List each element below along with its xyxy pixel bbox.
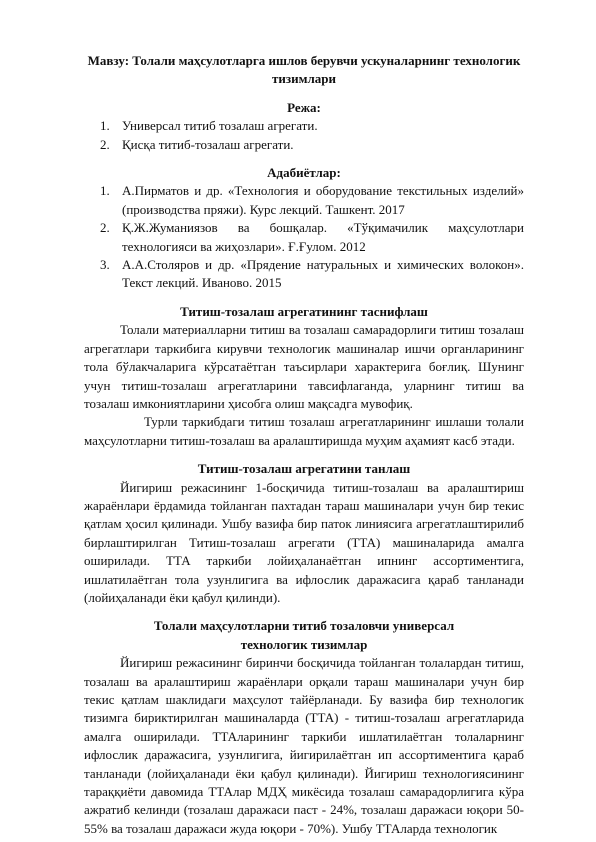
- reference-text: Қ.Ж.Жуманиязов ва бошқалар. «Тўқимачилик маҳсулотлари технологияси ва жиҳозлари». Ғ.Ғулом. 2012: [122, 220, 524, 254]
- plan-list: [84, 117, 524, 154]
- plan-item: [84, 117, 524, 135]
- spacer: [84, 154, 524, 164]
- document-page: [84, 52, 524, 838]
- plan-heading: Режа:: [287, 99, 321, 115]
- section3-heading-line1: Толали маҳсулотларни титиб тозаловчи универсал: [153, 618, 455, 634]
- list-number: 3.: [100, 257, 110, 273]
- section1-paragraph-1: Толали материалларни титиш ва тозалаш самарадорлиги титиш тозалаш агрегатлари таркибига кирувчи технологик машиналар ишчи органларининг тола бўлакчаларига кўрсатаётган таъсирлари характерига боғлиқ. Шунинг учун титиш-тозалаш агрегатларини тавсифлаганда, уларнинг титиш ва тозалаш имкониятларини ҳисобга олиш мақсадга мувофиқ.: [84, 322, 524, 411]
- reference-text: А.А.Столяров и др. «Прядение натуральных и химических волокон». Текст лекций. Иваново. 2015: [122, 257, 524, 291]
- plan-item: [84, 136, 524, 154]
- page-title: Мавзу: Толали маҳсулотларга ишлов берувчи ускуналарнинг технологик тизимлари: [87, 53, 521, 87]
- plan-item-text: Қисқа титиб-тозалаш агрегати.: [122, 136, 294, 152]
- section3-heading-line2: технологик тизимлар: [240, 636, 368, 652]
- plan-item-text: Универсал титиб тозалаш агрегати.: [122, 118, 318, 134]
- reference-item: [84, 256, 524, 293]
- section1-heading: Титиш-тозалаш агрегатининг таснифлаш: [180, 303, 428, 319]
- section1-paragraph-2: Турли таркибдаги титиш тозалаш агрегатларининг ишлаши толали маҳсулотларни титиш-тозалаш ва аралаштиришда муҳим аҳамият касб этади.: [84, 414, 524, 448]
- spacer: [84, 607, 524, 617]
- reference-text: А.Пирматов и др. «Технология и оборудование текстильных изделий» (производства пряжи). Курс лекций. Ташкент. 2017: [122, 183, 524, 217]
- section3-paragraph-1: Йигириш режасининг биринчи босқичида тойланган толалардан титиш, тозалаш ва аралаштириш жараёнлари орқали тараш машиналари учун бир текис қатлам шаклидаги маҳсулот тайёрланади. Бу вазифа бир технологик тизимга бириктирилган машиналарда (ТТА) - титиш-тозалаш агрегатларида амалга оширилади. ТТАларининг таркиби ишлатилаётган толаларнинг ифлослик даражасига, узунлигига, йигирилаётган ип ассортиментига қараб танланади (лойиҳаланади ёки қабул қилинади). Йигириш технологиясининг тараққиёти давомида ТТАлар МДҲ микёсида тозалаш самарадорлигига кўра ажратиб келинди (тозалаш даражаси паст - 24%, тозалаш даражаси юқори 50-55% ва тозалаш даражаси жуда юқори - 70%). Ушбу ТТАларда технологик: [84, 655, 524, 836]
- list-number: 1.: [100, 183, 110, 199]
- reference-item: [84, 219, 524, 256]
- list-number: 2.: [100, 220, 110, 236]
- reference-item: [84, 182, 524, 219]
- spacer: [84, 450, 524, 460]
- list-number: 2.: [100, 136, 110, 152]
- spacer: [84, 293, 524, 303]
- spacer: [84, 89, 524, 99]
- references-heading: Адабиётлар:: [267, 165, 341, 181]
- list-number: 1.: [100, 118, 110, 134]
- section2-paragraph-1: Йигириш режасининг 1-босқичида титиш-тозалаш ва аралаштириш жараёнлари ёрдамида тойланган пахтадан тараш машиналари учун бир текис қатлам ҳосил қилинади. Ушбу вазифа бир паток линиясига агрегатлаштирилиб бирлаштирилган Титиш-тозалаш агрегати (ТТА) машиналарида амалга оширилади. ТТА таркиби лойиҳаланаётган ипнинг ассортиментига, ишлатилаётган тола узунлигига ва ифлослик даражасига қараб танланади (лойиҳаланади ёки қабул қилинди).: [84, 479, 524, 605]
- section2-heading: Титиш-тозалаш агрегатини танлаш: [197, 461, 411, 477]
- references-list: [84, 182, 524, 292]
